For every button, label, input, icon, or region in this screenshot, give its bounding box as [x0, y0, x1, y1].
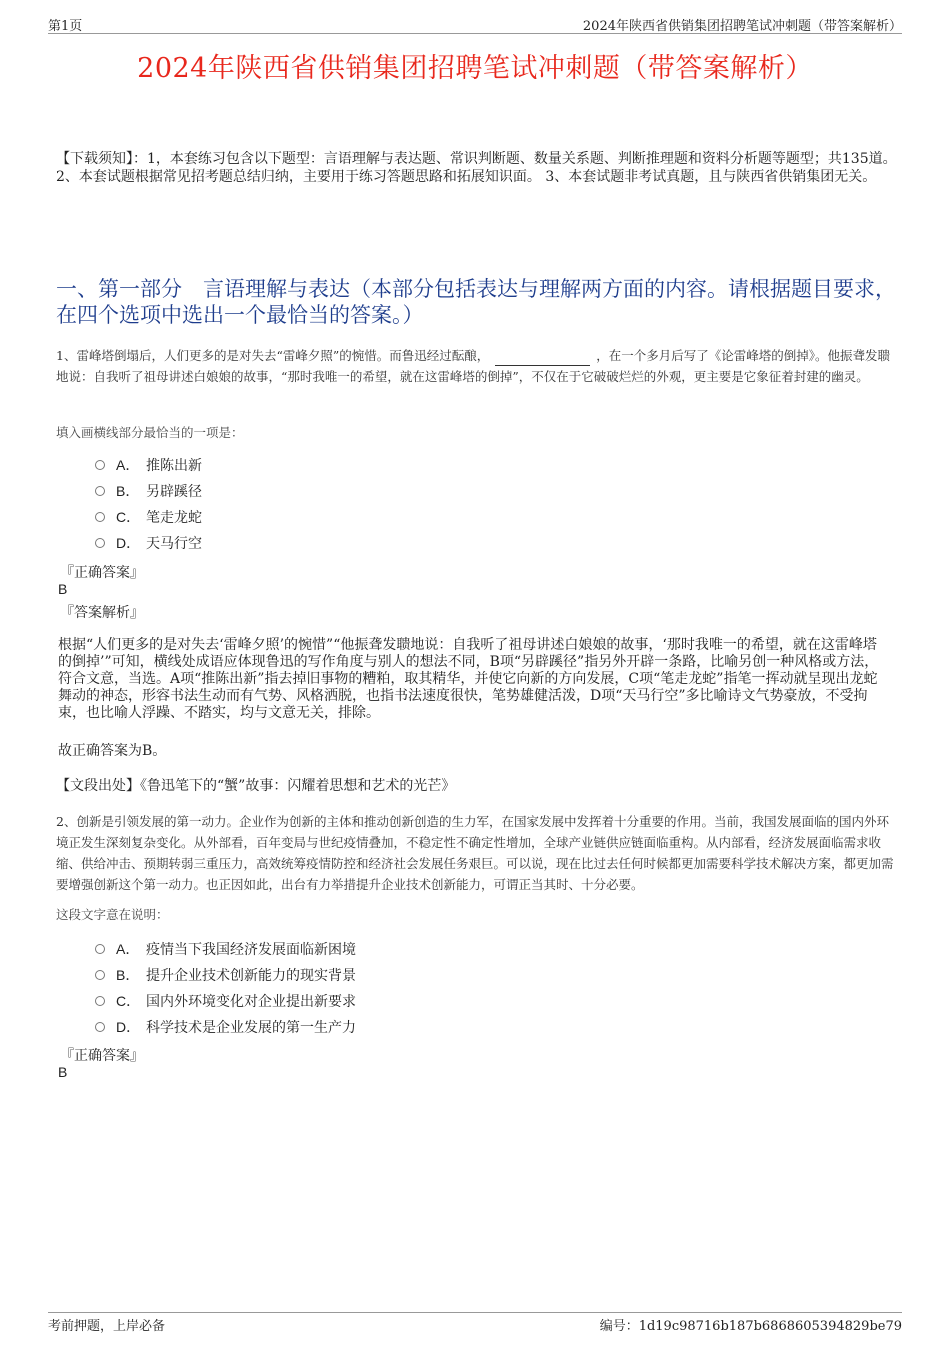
radio-icon[interactable] [95, 538, 105, 548]
analysis-label: 『答案解析』 [60, 605, 144, 621]
radio-icon[interactable] [95, 944, 105, 954]
answer-label: 『正确答案』 [60, 1048, 144, 1064]
radio-icon[interactable] [95, 996, 105, 1006]
section-heading: 一、第一部分 言语理解与表达（本部分包括表达与理解两方面的内容。请根据题目要求，在四个选项中选出一个最恰当的答案。） [56, 277, 896, 327]
document-title: 2024年陕西省供销集团招聘笔试冲刺题（带答案解析） [137, 53, 813, 84]
answer-conclusion: 故正确答案为B。 [58, 743, 167, 759]
option-a[interactable]: A． 疫情当下我国经济发展面临新困境 [95, 936, 356, 962]
page-number: 第1页 [48, 19, 83, 34]
question-1-stem [56, 345, 898, 387]
option-b[interactable]: B． 另辟蹊径 [95, 478, 202, 504]
answer-value: B [58, 581, 68, 597]
download-notice: 【下载须知】：1，本套练习包含以下题型：言语理解与表达题、常识判断题、数量关系题、判断推理题和资料分析题等题型；共135道。 2、本套试题根据常见招考题总结归纳，主要用于练习答题思路和拓展知识面。 3、本套试题非考试真题，且与陕西省供销集团无关。 [56, 151, 897, 185]
option-b[interactable]: B． 提升企业技术创新能力的现实背景 [95, 962, 356, 988]
radio-icon[interactable] [95, 486, 105, 496]
header-doc-title: 2024年陕西省供销集团招聘笔试冲刺题（带答案解析） [582, 19, 902, 34]
option-a[interactable]: A． 推陈出新 [95, 452, 202, 478]
footer-serial: 编号：1d19c98716b187b6868605394829be79 [599, 1319, 902, 1334]
option-c[interactable]: C． 笔走龙蛇 [95, 504, 202, 530]
question-1-text-a: 1、雷峰塔倒塌后，人们更多的是对失去“雷峰夕照”的惋惜。而鲁迅经过酝酿， [56, 348, 490, 363]
option-d[interactable]: D． 天马行空 [95, 530, 202, 556]
radio-icon[interactable] [95, 460, 105, 470]
question-2-options [95, 936, 356, 1040]
question-2-prompt: 这段文字意在说明： [56, 907, 169, 922]
page-footer [48, 1312, 902, 1334]
question-1-options [95, 452, 202, 556]
question-1-prompt: 填入画横线部分最恰当的一项是： [56, 425, 244, 440]
answer-value: B [58, 1064, 68, 1080]
answer-analysis: 根据“人们更多的是对失去‘雷峰夕照’的惋惜”“他振聋发聩地说：自我听了祖母讲述白娘娘的故事，‘那时我唯一的希望，就在这雷峰塔的倒掉’”可知，横线处成语应体现鲁迅的写作角度与别人的想法不同，B项“另辟蹊径”指另外开辟一条路，比喻另创一种风格或方法，符合文意，当选。A项“推陈出新”指去掉旧事物的糟粕，取其精华，并使它向新的方向发展，C项“笔走龙蛇”指笔一挥动就呈现出龙蛇舞动的神态，形容书法生动而有气势、风格洒脱，也指书法速度很快，笔势雄健活泼，D项“天马行空”多比喻诗文气势豪放，不受拘束，也比喻人浮躁、不踏实，均与文意无关，排除。 [58, 637, 879, 721]
fill-blank [495, 351, 590, 366]
radio-icon[interactable] [95, 1022, 105, 1032]
radio-icon[interactable] [95, 512, 105, 522]
passage-source: 【文段出处】《鲁迅笔下的“蟹”故事：闪耀着思想和艺术的光芒》 [56, 778, 456, 794]
option-c[interactable]: C． 国内外环境变化对企业提出新要求 [95, 988, 356, 1014]
radio-icon[interactable] [95, 970, 105, 980]
question-2-stem: 2、创新是引领发展的第一动力。企业作为创新的主体和推动创新创造的生力军，在国家发展中发挥着十分重要的作用。当前，我国发展面临的国内外环境正发生深刻复杂变化。从外部看，百年变局与世纪疫情叠加，不稳定性不确定性增加，全球产业链供应链面临重构。从内部看，经济发展面临需求收缩、供给冲击、预期转弱三重压力，高效统筹疫情防控和经济社会发展任务艰巨。可以说，现在比过去任何时候都更加需要科学技术解决方案，都更加需要增强创新这个第一动力。也正因如此，出台有力举措提升企业技术创新能力，可谓正当其时、十分必要。 [56, 814, 894, 892]
question-1-text-b: ，在一个多月后写了《论雷峰塔的倒掉》。他振聋发聩地说：自我听了祖母讲述白娘娘的故事，“那时我唯一的希望，就在这雷峰塔的倒掉”，不仅在于它破破烂烂的外观，更主要是它象征着封建的幽灵。 [56, 348, 891, 384]
footer-slogan: 考前押题，上岸必备 [48, 1319, 166, 1334]
answer-label: 『正确答案』 [60, 565, 144, 581]
page-header [48, 15, 902, 34]
option-d[interactable]: D． 科学技术是企业发展的第一生产力 [95, 1014, 356, 1040]
